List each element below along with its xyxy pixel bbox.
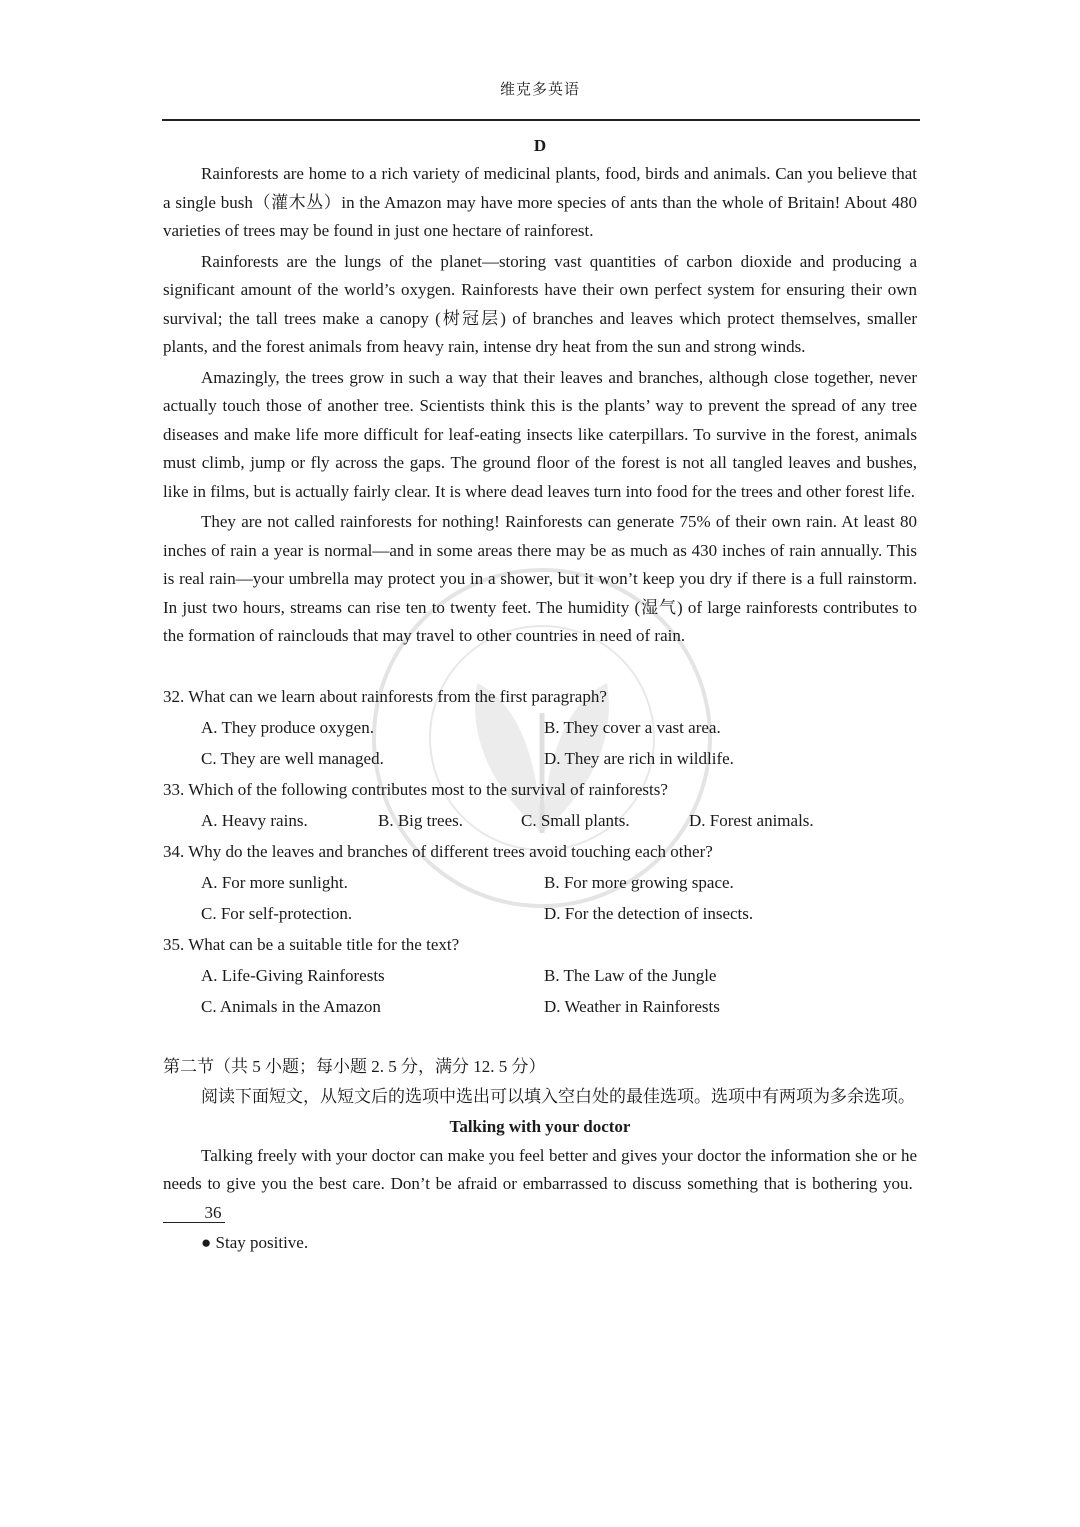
- answer-option: A. Heavy rains.: [201, 810, 308, 830]
- passage-paragraph: [163, 1142, 917, 1228]
- answer-option: D. For the detection of insects.: [544, 903, 754, 923]
- answer-option: D. They are rich in wildlife.: [544, 748, 734, 768]
- answer-option: A. For more sunlight.: [201, 872, 348, 892]
- question-stem: 32. What can we learn about rainforests from the first paragraph?: [163, 686, 607, 706]
- answer-option: B. For more growing space.: [544, 872, 734, 892]
- header-rule: [162, 119, 920, 121]
- answer-option: B. They cover a vast area.: [544, 717, 721, 737]
- question-stem: 35. What can be a suitable title for the text?: [163, 934, 460, 954]
- page-header: 维克多英语: [499, 82, 580, 98]
- answer-blank[interactable]: 36: [163, 1204, 225, 1223]
- passage-paragraph: They are not called rainforests for nothing! Rainforests can generate 75% of their own rain. At least 80 inches of rain a year is normal—and in some areas there may be as much as 430 inches of rain annually. This is real rain—your umbrella may protect you in a shower, but it won’t keep you dry if there is a full rainstorm. In just two hours, streams can rise ten to twenty feet. The humidity (湿气) of large rainforests contributes to the formation of rainclouds that may travel to other countries in need of rain.: [163, 512, 917, 645]
- answer-option: C. For self-protection.: [201, 903, 353, 923]
- answer-option: D. Forest animals.: [689, 810, 814, 830]
- section-two-heading: 第二节（共 5 小题；每小题 2. 5 分，满分 12. 5 分）: [163, 1056, 546, 1076]
- bullet-icon: ●: [201, 1233, 212, 1252]
- passage-title: Talking with your doctor: [449, 1116, 631, 1136]
- answer-option: C. Animals in the Amazon: [201, 996, 381, 1016]
- question-stem: 34. Why do the leaves and branches of different trees avoid touching each other?: [163, 841, 713, 861]
- answer-option: D. Weather in Rainforests: [544, 996, 720, 1016]
- question-stem: 33. Which of the following contributes most to the survival of rainforests?: [163, 779, 668, 799]
- passage-paragraph: Amazingly, the trees grow in such a way that their leaves and branches, although close together, never actually touch those of another tree. Scientists think this is the plants’ way to prevent the spread of any tree diseases and make life more difficult for leaf-eating insects like caterpillars. To survive in the forest, animals must climb, jump or fly across the gaps. The ground floor of the forest is not all tangled leaves and bushes, like in films, but is actually fairly clear. It is where dead leaves turn into food for the trees and other forest life.: [163, 367, 917, 501]
- passage-paragraph: Rainforests are the lungs of the planet—storing vast quantities of carbon dioxide and producing a significant amount of the world’s oxygen. Rainforests have their own perfect system for ensuring their own survival; the tall trees make a canopy (树冠层) of branches and leaves which protect themselves, smaller plants, and the forest animals from heavy rain, intense dry heat from the sun and strong winds.: [163, 251, 917, 356]
- answer-option: C. They are well managed.: [201, 748, 384, 768]
- passage-paragraph: Rainforests are home to a rich variety of medicinal plants, food, birds and animals. Can you believe that a single bush（灌木丛）in the Amazon may have more species of ants than the whole of Britain! About 480 varieties of trees may be found in just one hectare of rainforest.: [163, 164, 917, 240]
- answer-option: A. They produce oxygen.: [201, 717, 374, 737]
- answer-option: A. Life-Giving Rainforests: [201, 965, 385, 985]
- answer-option: B. Big trees.: [378, 810, 463, 830]
- document-body: [163, 132, 917, 1258]
- answer-option: B. The Law of the Jungle: [544, 965, 717, 985]
- bullet-text: Stay positive.: [215, 1233, 309, 1252]
- section-two-instruction: 阅读下面短文，从短文后的选项中选出可以填入空白处的最佳选项。选项中有两项为多余选项。: [201, 1086, 915, 1106]
- answer-option: C. Small plants.: [521, 810, 630, 830]
- bullet-item: [163, 1227, 917, 1258]
- paragraph-text: Talking freely with your doctor can make you feel better and gives your doctor the information she or he needs to give you the best care. Don’t be afraid or embarrassed to discuss something that is bothering you.: [163, 1145, 917, 1193]
- passage-letter: D: [533, 136, 547, 155]
